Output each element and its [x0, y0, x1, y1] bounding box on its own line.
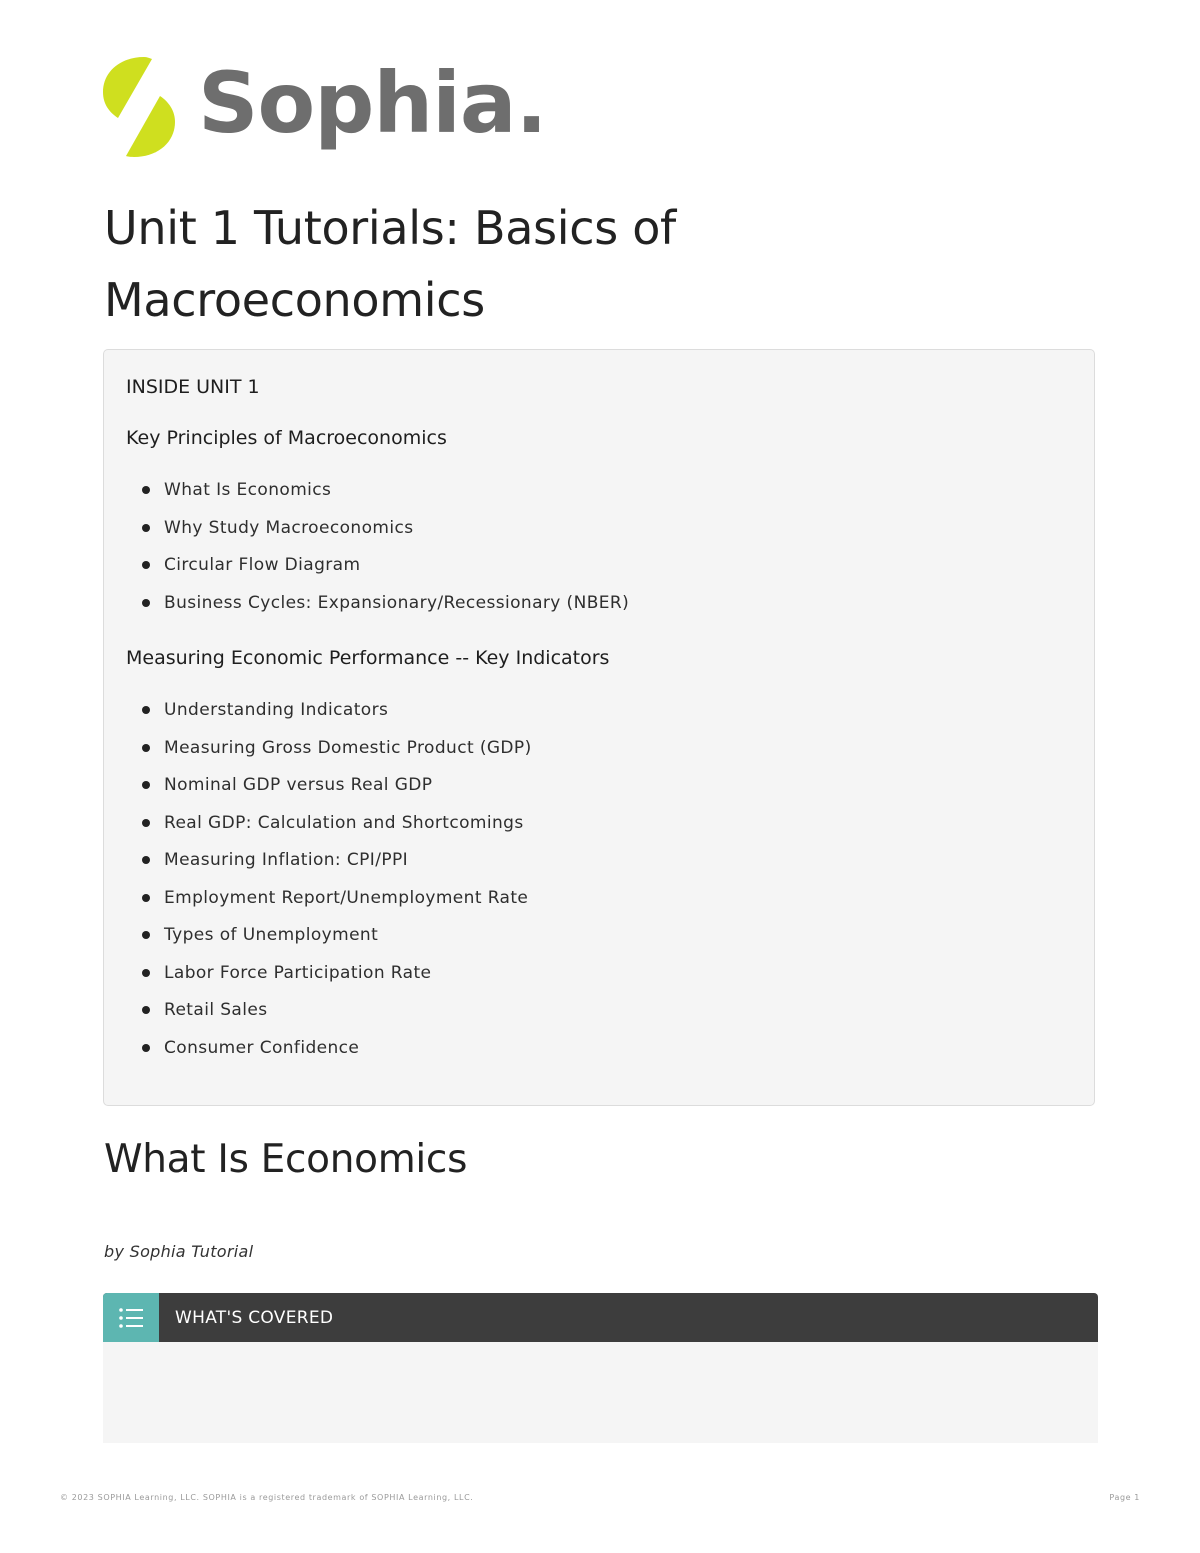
footer-page-number: Page 1	[1109, 1493, 1140, 1502]
bullet-icon	[142, 931, 150, 939]
sophia-logo	[100, 52, 547, 162]
byline: by Sophia Tutorial	[104, 1242, 254, 1261]
bullet-icon	[142, 706, 150, 714]
list-item[interactable]: Measuring Gross Domestic Product (GDP)	[126, 735, 532, 773]
sophia-wordmark: Sophia.	[198, 54, 547, 152]
list-item[interactable]: Measuring Inflation: CPI/PPI	[126, 847, 532, 885]
bullet-icon	[142, 1006, 150, 1014]
list-item[interactable]: Understanding Indicators	[126, 697, 532, 735]
list-item[interactable]: Employment Report/Unemployment Rate	[126, 885, 532, 923]
list-item[interactable]: Labor Force Participation Rate	[126, 960, 532, 998]
bullet-icon	[142, 486, 150, 494]
bullet-icon	[142, 894, 150, 902]
unit-heading: INSIDE UNIT 1	[126, 376, 260, 398]
list-item[interactable]: Types of Unemployment	[126, 922, 532, 960]
whats-covered-body	[103, 1342, 1098, 1443]
sophia-logo-mark-icon	[100, 54, 178, 160]
bullet-icon	[142, 524, 150, 532]
list-item[interactable]: Consumer Confidence	[126, 1035, 532, 1073]
bullet-icon	[142, 1044, 150, 1052]
list-item[interactable]: Circular Flow Diagram	[126, 552, 629, 590]
bullet-icon	[142, 744, 150, 752]
bullet-icon	[142, 599, 150, 607]
section-title-key-principles: Key Principles of Macroeconomics	[126, 427, 447, 449]
topic-list-key-principles	[126, 477, 629, 627]
whats-covered-icon-box	[103, 1293, 159, 1342]
bullet-icon	[142, 819, 150, 827]
list-item[interactable]: Why Study Macroeconomics	[126, 515, 629, 553]
article-title: What Is Economics	[104, 1137, 468, 1182]
list-item[interactable]: Real GDP: Calculation and Shortcomings	[126, 810, 532, 848]
whats-covered-header	[103, 1293, 1098, 1342]
footer-copyright: © 2023 SOPHIA Learning, LLC. SOPHIA is a registered trademark of SOPHIA Learning, LLC.	[60, 1493, 474, 1502]
whats-covered-panel	[103, 1293, 1098, 1443]
bullet-icon	[142, 781, 150, 789]
list-item[interactable]: What Is Economics	[126, 477, 629, 515]
list-item[interactable]: Nominal GDP versus Real GDP	[126, 772, 532, 810]
list-item[interactable]: Retail Sales	[126, 997, 532, 1035]
section-title-measuring-performance: Measuring Economic Performance -- Key Indicators	[126, 647, 610, 669]
whats-covered-label: WHAT'S COVERED	[175, 1307, 334, 1328]
list-icon	[118, 1307, 144, 1329]
bullet-icon	[142, 856, 150, 864]
topic-list-measuring-performance	[126, 697, 532, 1072]
page-title: Unit 1 Tutorials: Basics of Macroeconomics	[104, 201, 676, 327]
bullet-icon	[142, 969, 150, 977]
list-item[interactable]: Business Cycles: Expansionary/Recessionary (NBER)	[126, 590, 629, 628]
unit-contents-box	[103, 349, 1095, 1106]
bullet-icon	[142, 561, 150, 569]
